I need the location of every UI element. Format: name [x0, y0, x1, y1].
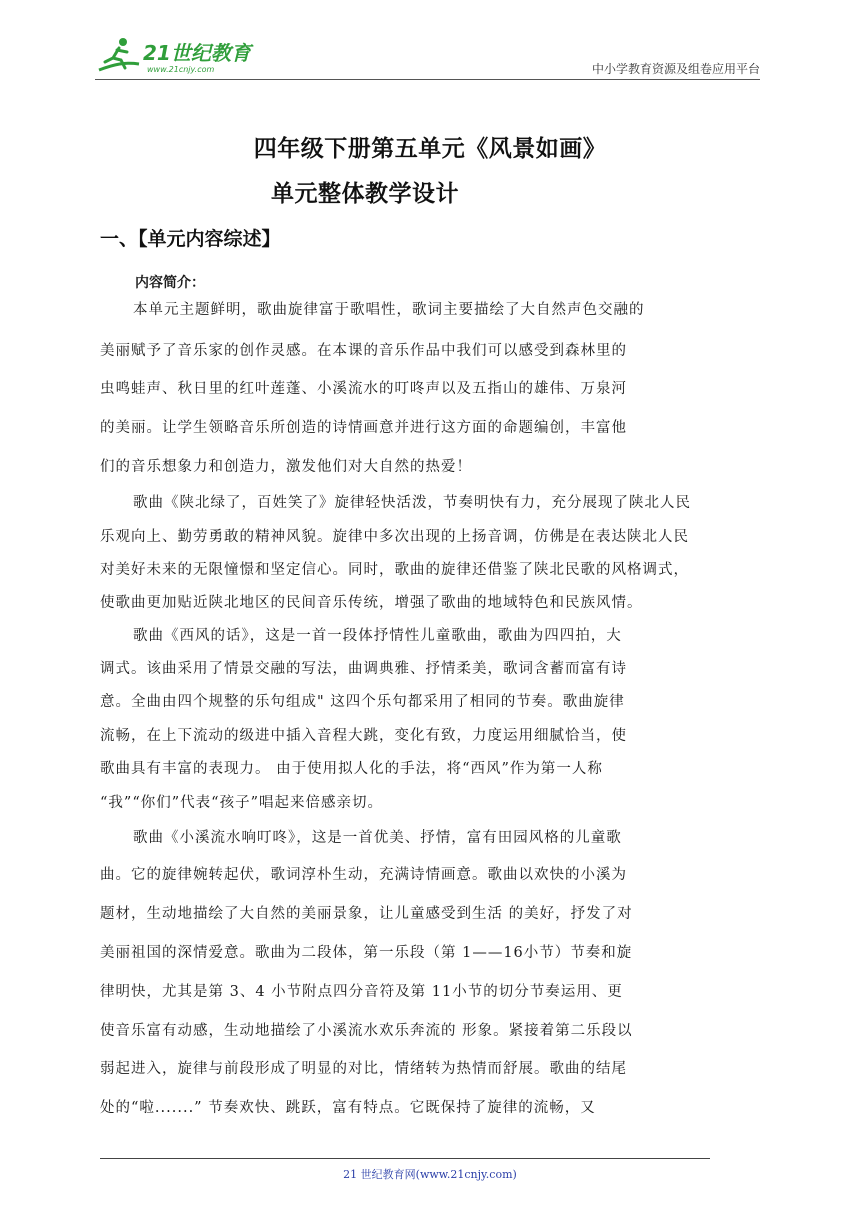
paragraph-line: 美丽赋予了音乐家的创作灵感。在本课的音乐作品中我们可以感受到森林里的: [100, 343, 627, 359]
paragraph-line: 对美好未来的无限憧憬和坚定信心。同时，歌曲的旋律还借鉴了陕北民歌的风格调式，: [100, 562, 689, 578]
page-header: [95, 30, 760, 80]
paragraph-line: 调式。该曲采用了情景交融的写法，曲调典雅、抒情柔美，歌词含蓄而富有诗: [100, 661, 627, 677]
runner-icon: [99, 38, 139, 70]
paragraph-line: 乐观向上、勤劳勇敢的精神风貌。旋律中多次出现的上扬音调，仿佛是在表达陕北人民: [100, 529, 689, 545]
paragraph-line: 曲。它的旋律婉转起伏，歌词淳朴生动，充满诗情画意。歌曲以欢快的小溪为: [100, 867, 627, 883]
section-heading: 一、【单元内容综述】: [100, 228, 281, 250]
logo-url: www.21cnjy.com: [147, 65, 215, 74]
paragraph-line: 美丽祖国的深情爱意。歌曲为二段体，第一乐段（第 1——16小节）节奏和旋: [100, 945, 633, 961]
logo: [95, 34, 265, 76]
paragraph-line: “我”“你们”代表“孩子”唱起来倍感亲切。: [100, 795, 383, 811]
paragraph-line: 歌曲《小溪流水响叮咚》，这是一首优美、抒情，富有田园风格的儿童歌: [133, 830, 622, 846]
paragraph-line: 本单元主题鲜明，歌曲旋律富于歌唱性，歌词主要描绘了大自然声色交融的: [133, 302, 645, 318]
paragraph-line: 歌曲《陕北绿了，百姓笑了》旋律轻快活泼，节奏明快有力，充分展现了陕北人民: [133, 495, 691, 511]
paragraph-line: 的美丽。让学生领略音乐所创造的诗情画意并进行这方面的命题编创，丰富他: [100, 420, 627, 436]
paragraph-line: 歌曲《西风的话》，这是一首一段体抒情性儿童歌曲，歌曲为四四拍，大: [133, 628, 622, 644]
paragraph-line: 们的音乐想象力和创造力，激发他们对大自然的热爱！: [100, 459, 472, 475]
paragraph-line: 处的“啦.......” 节奏欢快、跳跃，富有特点。它既保持了旋律的流畅，又: [100, 1100, 596, 1116]
logo-text: 21世纪教育: [143, 41, 251, 65]
footer-text: 21 世纪教育网(www.21cnjy.com): [343, 1168, 517, 1181]
paragraph-line: 使音乐富有动感，生动地描绘了小溪流水欢乐奔流的 形象。紧接着第二乐段以: [100, 1023, 633, 1039]
paragraph-line: 律明快，尤其是第 3、4 小节附点四分音符及第 11小节的切分节奏运用、更: [100, 984, 623, 1000]
paragraph-line: 使歌曲更加贴近陕北地区的民间音乐传统，增强了歌曲的地域特色和民族风情。: [100, 595, 643, 611]
subheading: 内容简介：: [135, 275, 205, 291]
platform-name: 中小学教育资源及组卷应用平台: [591, 62, 760, 76]
document-subtitle: 单元整体教学设计: [271, 181, 459, 207]
paragraph-line: 题材，生动地描绘了大自然的美丽景象，让儿童感受到生活 的美好，抒发了对: [100, 906, 633, 922]
paragraph-line: 流畅，在上下流动的级进中插入音程大跳，变化有致，力度运用细腻恰当，使: [100, 728, 627, 744]
footer-divider: [100, 1158, 710, 1159]
paragraph-line: 弱起进入，旋律与前段形成了明显的对比，情绪转为热情而舒展。歌曲的结尾: [100, 1061, 627, 1077]
paragraph-line: 歌曲具有丰富的表现力。 由于使用拟人化的手法，将“西风”作为第一人称: [100, 761, 603, 777]
paragraph-line: 意。全曲由四个规整的乐句组成" 这四个乐句都采用了相同的节奏。歌曲旋律: [100, 694, 625, 710]
paragraph-line: 虫鸣蛙声、秋日里的红叶莲蓬、小溪流水的叮咚声以及五指山的雄伟、万泉河: [100, 381, 627, 397]
document-title: 四年级下册第五单元《风景如画》: [253, 136, 607, 162]
header-divider: [95, 79, 760, 80]
